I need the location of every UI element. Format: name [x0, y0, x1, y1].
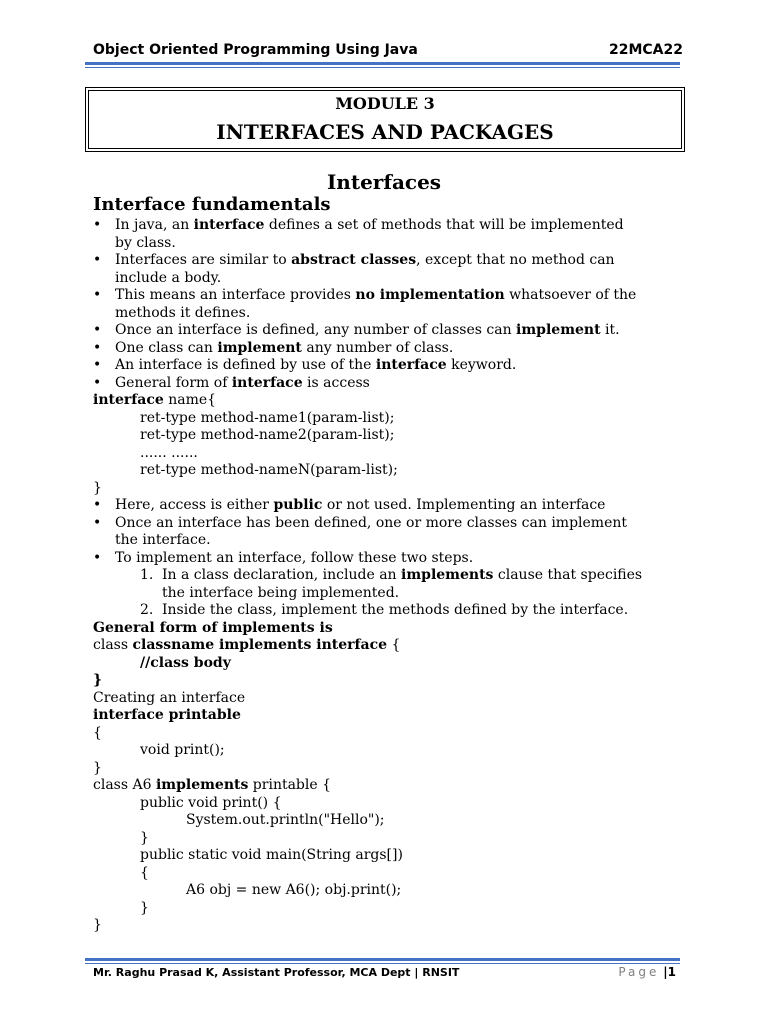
code-line: {	[140, 864, 149, 881]
page-separator: |	[663, 965, 668, 979]
module-number: MODULE 3	[335, 94, 435, 113]
bullet-icon: •	[93, 514, 102, 531]
bullet-item	[93, 340, 693, 358]
numbered-continuation: the interface being implemented.	[162, 584, 400, 601]
page-label: Page	[618, 965, 660, 979]
text: keyword.	[446, 357, 517, 373]
text: General form of	[115, 374, 232, 391]
text: defines a set of methods that will be implemented	[264, 217, 624, 233]
bold-text: implements	[401, 567, 494, 583]
text: Interfaces are similar to	[115, 252, 292, 268]
code-line: }	[93, 917, 102, 933]
text: Here, access is either	[115, 497, 274, 513]
text: Inside the class, implement the methods defined by the interface.	[162, 602, 629, 618]
code-text: class A6	[93, 777, 156, 793]
bullet-icon: •	[93, 339, 102, 356]
item-number: 1.	[140, 567, 154, 583]
bullet-item	[93, 287, 693, 305]
header-rule	[85, 62, 680, 65]
section-title: Interfaces	[326, 170, 442, 194]
header-course-title: Object Oriented Programming Using Java	[93, 42, 418, 58]
bullet-continuation: methods it defines.	[115, 304, 251, 321]
code-line: A6 obj = new A6(); obj.print();	[186, 882, 402, 898]
code-comment: //class body	[140, 654, 231, 671]
text: Once an interface has been defined, one or more classes can implement	[115, 514, 628, 531]
text: To implement an interface, follow these two steps.	[115, 549, 474, 566]
bold-text: public	[273, 497, 323, 513]
bullet-icon: •	[93, 322, 102, 338]
code-line	[93, 637, 693, 655]
code-line	[93, 672, 693, 690]
code-text: {	[387, 637, 401, 653]
bullet-continuation: by class.	[115, 234, 176, 251]
bullet-item	[93, 550, 693, 568]
text: , except that no method can	[416, 252, 615, 268]
code-keyword: implements	[155, 777, 249, 793]
bold-text: interface	[231, 374, 303, 391]
code-line: ret-type method-nameN(param-list);	[140, 462, 398, 478]
footer-rule	[85, 958, 680, 961]
page-number-block	[618, 965, 676, 979]
code-line: public static void main(String args[])	[140, 847, 403, 863]
text: is access	[302, 374, 370, 391]
bullet-item	[93, 252, 693, 270]
text: or not used. Implementing an interface	[322, 497, 606, 513]
bullet-icon: •	[93, 252, 102, 268]
bullet-continuation: the interface.	[115, 532, 211, 548]
text: One class can	[115, 339, 218, 356]
page-body	[93, 217, 693, 935]
text: In java, an	[115, 217, 194, 233]
bold-text: implement	[217, 339, 302, 356]
text: Once an interface is defined, any number of classes can	[115, 322, 517, 338]
bold-text: General form of implements is	[93, 619, 333, 636]
bullet-item	[93, 375, 693, 393]
code-keyword: interface	[93, 392, 164, 408]
code-line: void print();	[140, 742, 225, 758]
text: clause that specifies	[493, 567, 643, 583]
text: This means an interface provides	[115, 287, 356, 303]
code-line: }	[93, 479, 102, 496]
subsection-title: Interface fundamentals	[93, 194, 331, 215]
code-line	[93, 777, 693, 795]
bold-text: implement	[516, 322, 601, 338]
code-line: System.out.println("Hello");	[186, 812, 385, 828]
code-text: class	[93, 637, 133, 653]
bullet-icon: •	[93, 357, 102, 373]
bullet-item	[93, 217, 693, 235]
text: whatsoever of the	[504, 287, 637, 303]
code-keyword: interface printable	[93, 707, 241, 723]
code-line	[93, 392, 693, 410]
module-title: INTERFACES AND PACKAGES	[216, 120, 554, 144]
bold-text: interface	[193, 217, 265, 233]
code-line: }	[140, 829, 149, 846]
text-line: Creating an interface	[93, 689, 246, 706]
bullet-item	[93, 515, 693, 533]
bullet-continuation: include a body.	[115, 269, 222, 286]
code-line: ...... ......	[140, 444, 198, 461]
bullet-item	[93, 322, 693, 340]
module-title-box	[85, 87, 685, 152]
bullet-icon: •	[93, 549, 102, 566]
bullet-icon: •	[93, 217, 102, 233]
bold-text: no implementation	[355, 287, 505, 303]
code-line: ret-type method-name2(param-list);	[140, 427, 395, 443]
code-line: }	[140, 899, 149, 916]
bullet-icon: •	[93, 374, 102, 391]
code-line	[93, 655, 693, 673]
code-line: {	[93, 724, 102, 741]
bold-text: interface	[375, 357, 447, 373]
code-text: }	[93, 672, 103, 688]
code-line	[93, 707, 693, 725]
code-text: name{	[163, 392, 217, 408]
code-line: ret-type method-name1(param-list);	[140, 409, 395, 426]
item-number: 2.	[140, 602, 154, 618]
code-line: }	[93, 759, 102, 776]
text: it.	[600, 322, 620, 338]
text: An interface is defined by use of the	[115, 357, 376, 373]
numbered-item	[93, 602, 693, 620]
bullet-item	[93, 497, 693, 515]
page-number: 1	[667, 965, 676, 979]
footer-rule-thin	[85, 963, 680, 964]
code-line: public void print() {	[140, 794, 282, 811]
numbered-item	[93, 567, 693, 585]
header-course-code: 22MCA22	[608, 42, 683, 58]
bullet-icon: •	[93, 287, 102, 303]
text: In a class declaration, include an	[162, 567, 402, 583]
footer-author: Mr. Raghu Prasad K, Assistant Professor, MCA Dept | RNSIT	[93, 966, 460, 979]
code-text: printable {	[248, 777, 332, 793]
text: any number of class.	[301, 339, 454, 356]
header-rule-thin	[85, 67, 680, 68]
bold-text: abstract classes	[291, 252, 417, 268]
bullet-item	[93, 357, 693, 375]
heading-line	[93, 620, 693, 638]
code-keyword: classname implements interface	[132, 637, 388, 653]
bullet-icon: •	[93, 497, 102, 513]
